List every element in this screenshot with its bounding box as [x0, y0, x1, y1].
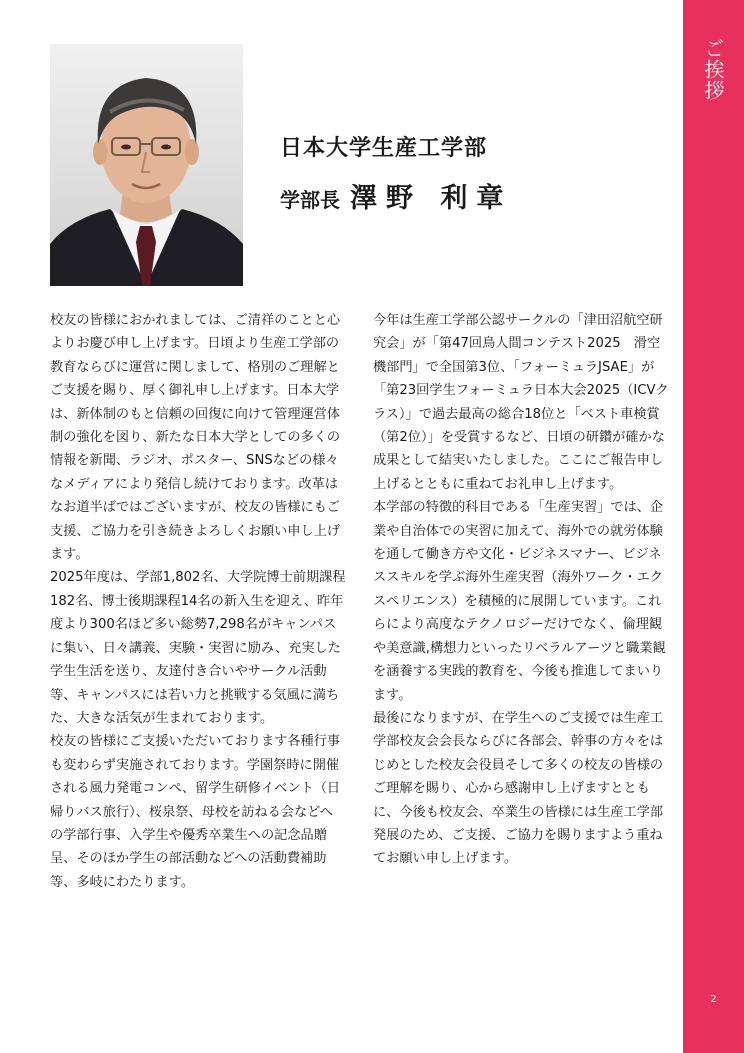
- paragraph: 最後になりますが、在学生へのご支援では生産工学部校友会会長ならびに各部会、幹事の方々をはじめとした校友会役員そして多くの校友の皆様のご理解を賜り、心から感謝申し上げますとともに、今後も校友会、卒業生の皆様には生産工学部発展のため、ご支援、ご協力を賜りますよう重ねてお願い申し上げます。: [373, 710, 664, 867]
- paragraph: 校友の皆様におかれましては、ご清祥のことと心よりお慶び申し上げます。日頃より生産工学部の教育ならびに運営に関しまして、格別のご理解とご支援を賜り、厚く御礼申し上げます。日本大学は、新体制のもと信頼の回復に向けて管理運営体制の強化を図り、新たな日本大学としての多くの情報を新聞、ラジオ、ポスター、SNSなどの様々なメディアにより発信し続けております。改革はなお道半ばではございますが、校友の皆様にもご支援、ご協力を引き続きよろしくお願い申し上げます。: [50, 313, 341, 563]
- organization-heading: 日本大学生産工学部: [280, 136, 488, 161]
- section-title: ご挨拶: [701, 38, 725, 101]
- dean-portrait-photo: [50, 44, 243, 286]
- body-left-column: [50, 309, 346, 894]
- dean-name: 澤野 利章: [350, 183, 513, 214]
- paragraph: 校友の皆様にご支援いただいております各種行事も変わらず実施されております。学園祭時に開催される風力発電コンペ、留学生研修イベント（日帰りバス旅行）、桜泉祭、母校を訪ねる会などへの学部行事、入学生や優秀卒業生への記念品贈呈、そのほか学生の部活動などへの活動費補助等、多岐にわたります。: [50, 734, 341, 890]
- page-number: 2: [710, 994, 717, 1005]
- paragraph: 今年は生産工学部公認サークルの「津田沼航空研究会」が「第47回鳥人間コンテスト2025 滑空機部門」で全国第3位、「フォーミュラJSAE」が「第23回学生フォーミュラ日本大会2025（ICVクラス）」で過去最高の総合18位と「ベスト車検賞（第2位）」を受賞するなど、日頃の研鑽が確かな成果として結実いたしました。ここにご報告申し上げるとともに重ねてお礼申し上げます。: [373, 313, 669, 492]
- paragraph: 本学部の特徴的科目である「生産実習」では、企業や自治体での実習に加えて、海外での就労体験を通して働き方や文化・ビジネスマナー、ビジネススキルを学ぶ海外生産実習（海外ワーク・エクスペリエンス）を積極的に展開しています。これらにより高度なテクノロジーだけでなく、倫理観や美意識,構想力といったリベラルアーツと職業観を涵養する実践的教育を、今後も推進してまいります。: [373, 500, 666, 703]
- paragraph: 2025年度は、学部1,802名、大学院博士前期課程182名、博士後期課程14名の新入生を迎え、昨年度より300名ほど多い総勢7,298名がキャンパスに集い、日々講義、実験・実習に励み、充実した学生生活を送り、友達付き合いやサークル活動等、キャンパスには若い力と挑戦する気風に満ちた、大きな活気が生まれております。: [50, 570, 346, 726]
- dean-heading: [280, 176, 512, 215]
- section-side-band: [683, 0, 744, 1053]
- dean-role: 学部長: [280, 188, 340, 212]
- body-right-column: [373, 309, 669, 871]
